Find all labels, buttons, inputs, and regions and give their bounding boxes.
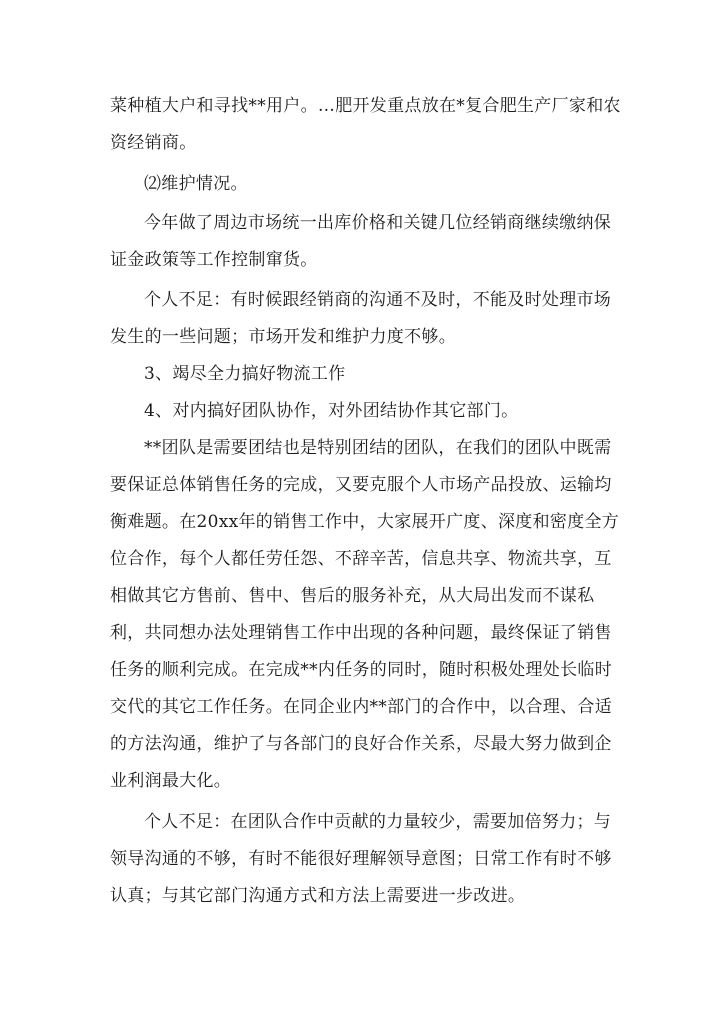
text-line-4: 今年做了周边市场统一出库价格和关键几位经销商继续缴纳保 [144, 213, 612, 233]
text-line-15: 利，共同想办法处理销售工作中出现的各种问题，最终保证了销售 [110, 623, 612, 643]
text-line-11: 要保证总体销售任务的完成，又要克服个人市场产品投放、运输均 [110, 475, 612, 495]
section-heading-teamwork: 4、对内搞好团队协作，对外团结协作其它部门。 [144, 401, 519, 421]
text-line-19: 业利润最大化。 [110, 771, 232, 791]
text-line-5: 证金政策等工作控制窜货。 [110, 250, 318, 270]
text-line-20: 个人不足：在团队合作中贡献的力量较少，需要加倍努力；与 [144, 812, 612, 832]
text-line-2: 资经销商。 [110, 133, 197, 153]
text-line-12: 衡难题。在20xx年的销售工作中，大家展开广度、深度和密度全方 [110, 512, 620, 532]
text-line-7: 发生的一些问题；市场开发和维护力度不够。 [110, 327, 456, 347]
section-heading-maintenance: ⑵维护情况。 [144, 174, 248, 194]
text-line-17: 交代的其它工作任务。在同企业内**部门的合作中，以合理、合适 [110, 697, 612, 717]
text-line-10: **团队是需要团结也是特别团结的团队，在我们的团队中既需 [144, 438, 612, 458]
text-line-14: 相做其它方售前、售中、售后的服务补充，从大局出发而不谋私 [110, 586, 595, 606]
section-heading-logistics: 3、竭尽全力搞好物流工作 [144, 364, 346, 384]
text-line-6: 个人不足：有时候跟经销商的沟通不及时，不能及时处理市场 [144, 290, 612, 310]
text-line-18: 的方法沟通，维护了与各部门的良好合作关系，尽最大努力做到企 [110, 734, 612, 754]
text-line-21: 领导沟通的不够，有时不能很好理解领导意图；日常工作有时不够 [110, 849, 612, 869]
text-line-1: 菜种植大户和寻找**用户。…肥开发重点放在*复合肥生产厂家和农 [110, 96, 621, 116]
text-line-16: 任务的顺利完成。在完成**内任务的同时，随时积极处理处长临时 [110, 660, 612, 680]
text-line-13: 位合作，每个人都任劳任怨、不辞辛苦，信息共享、物流共享，互 [110, 549, 612, 569]
text-line-22: 认真；与其它部门沟通方式和方法上需要进一步改进。 [110, 886, 526, 906]
